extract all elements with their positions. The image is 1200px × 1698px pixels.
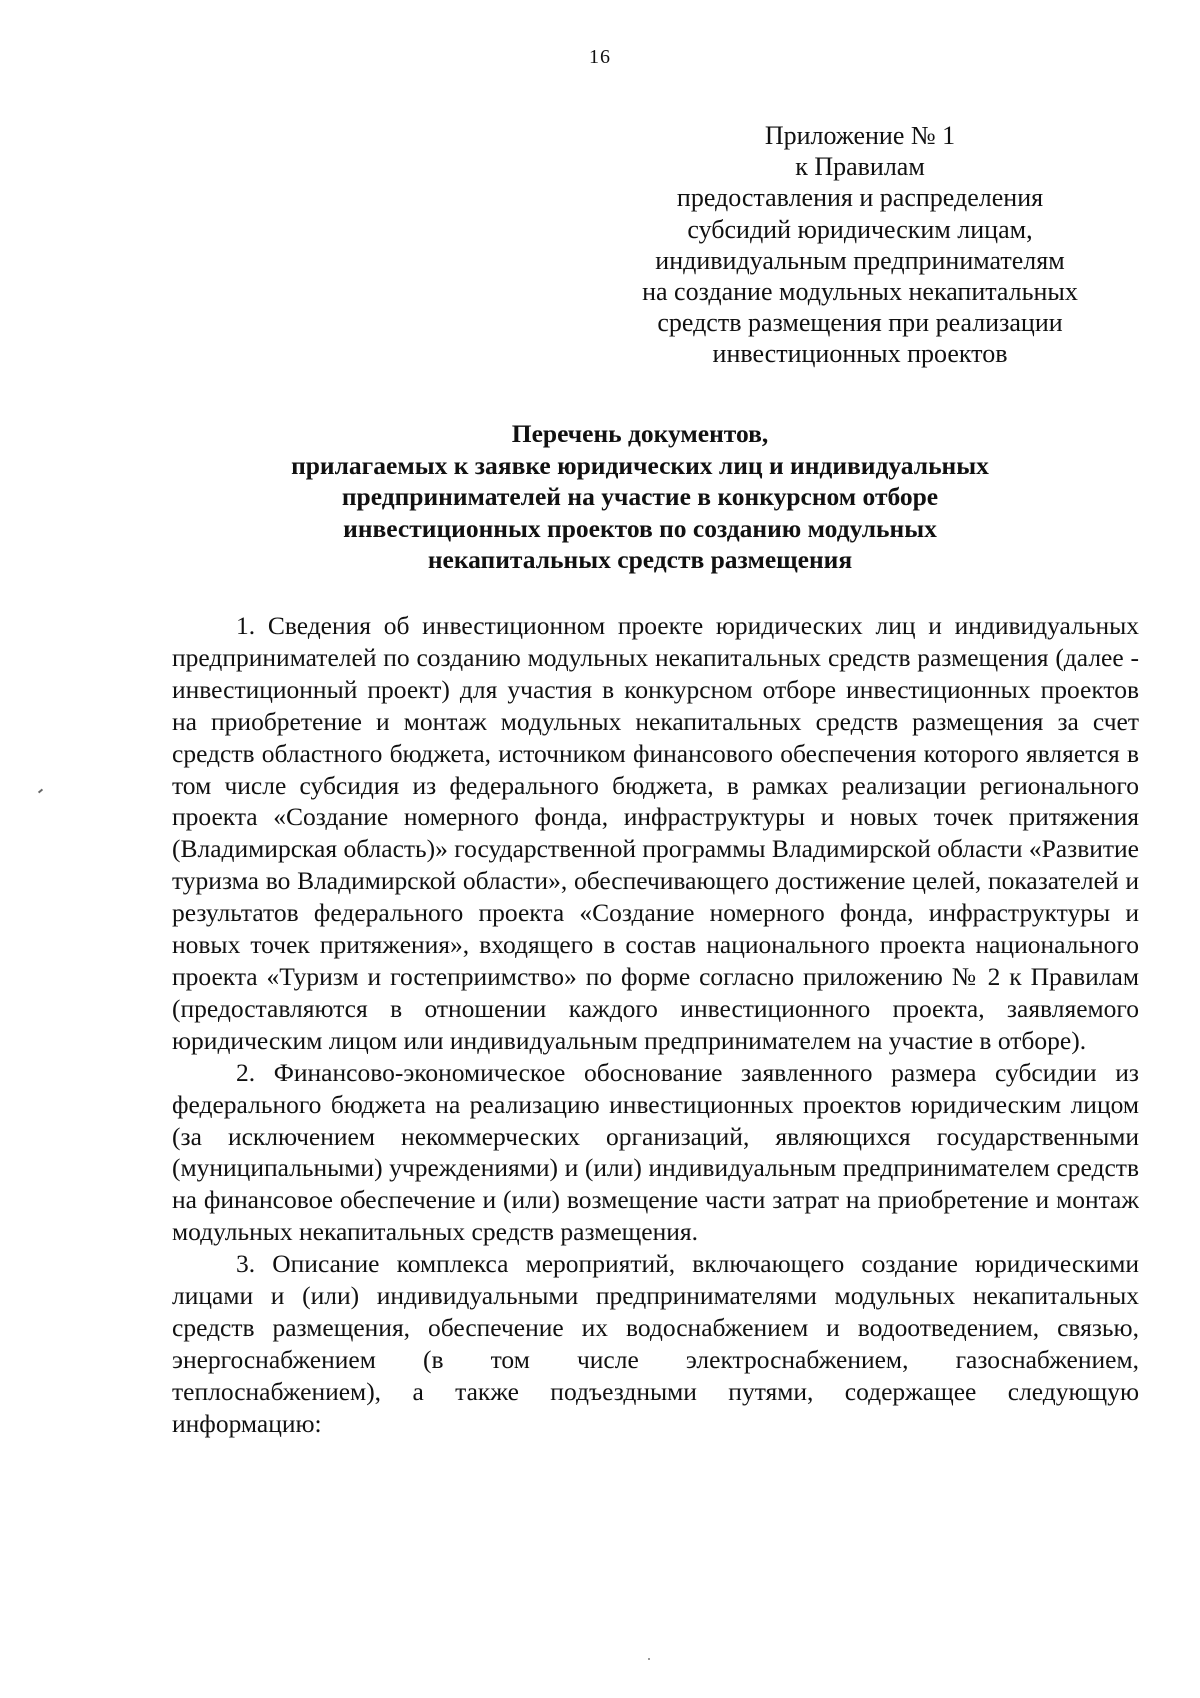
appendix-line: к Правилам xyxy=(795,152,925,182)
appendix-header xyxy=(630,120,1090,370)
scan-speck xyxy=(648,1658,650,1660)
appendix-line: инвестиционных проектов xyxy=(712,339,1008,369)
title-line: прилагаемых к заявке юридических лиц и индивидуальных xyxy=(291,450,989,480)
paragraph-1: 1. Сведения об инвестиционном проекте юридических лиц и индивидуальных предпринимателей по созданию модульных некапитальных средств размещения (далее - инвестиционный проект) для участия в конкурсном отборе инвестиционных проектов на приобретение и монтаж модульных некапитальных средств размещения за счет средств областного бюджета, источником финансового обеспечения которого является в том числе субсидия из федерального бюджета, в рамках реализации регионального проекта «Создание номерного фонда, инфраструктуры и новых точек притяжения (Владимирская область)» государственной программы Владимирской области «Развитие туризма во Владимирской области», обеспечивающего достижение целей, показателей и результатов федерального проекта «Создание номерного фонда, инфраструктуры и новых точек притяжения», входящего в состав национального проекта национального проекта «Туризм и гостеприимство» по форме согласно приложению № 2 к Правилам (предоставляются в отношении каждого инвестиционного проекта, заявляемого юридическим лицом или индивидуальным предпринимателем на участие в отборе). xyxy=(172,611,1139,1055)
paragraph-3: 3. Описание комплекса мероприятий, включающего создание юридическими лицами и (или) индивидуальными предпринимателями модульных некапитальных средств размещения, обеспечение их водоснабжением и водоотведением, связью, энергоснабжением (в том числе электроснабжением, газоснабжением, теплоснабжением), а также подъездными путями, содержащее следующую информацию: xyxy=(172,1249,1139,1438)
paragraph-2: 2. Финансово-экономическое обоснование заявленного размера субсидии из федерального бюджета на реализацию инвестиционных проектов юридическим лицом (за исключением некоммерческих организаций, являющихся государственными (муниципальными) учреждениями) и (или) индивидуальным предпринимателем средств на финансовое обеспечение и (или) возмещение части затрат на приобретение и монтаж модульных некапитальных средств размещения. xyxy=(172,1057,1139,1247)
title-line: инвестиционных проектов по созданию модульных xyxy=(343,513,937,543)
page-number: 16 xyxy=(589,46,611,68)
appendix-line: индивидуальным предпринимателям xyxy=(655,245,1065,275)
appendix-line: предоставления и распределения xyxy=(676,183,1044,213)
appendix-line: на создание модульных некапитальных xyxy=(642,277,1078,307)
title-line: некапитальных средств размещения xyxy=(427,545,853,574)
scan-speck xyxy=(38,789,43,794)
appendix-line: средств размещения при реализации xyxy=(657,308,1063,338)
title-line: Перечень документов, xyxy=(511,419,769,448)
title-line: предпринимателей на участие в конкурсном отборе xyxy=(341,482,939,511)
document-body xyxy=(172,610,1139,1440)
appendix-line: субсидий юридическим лицам, xyxy=(687,214,1033,244)
appendix-line: Приложение № 1 xyxy=(764,121,956,150)
document-title xyxy=(200,418,1080,576)
